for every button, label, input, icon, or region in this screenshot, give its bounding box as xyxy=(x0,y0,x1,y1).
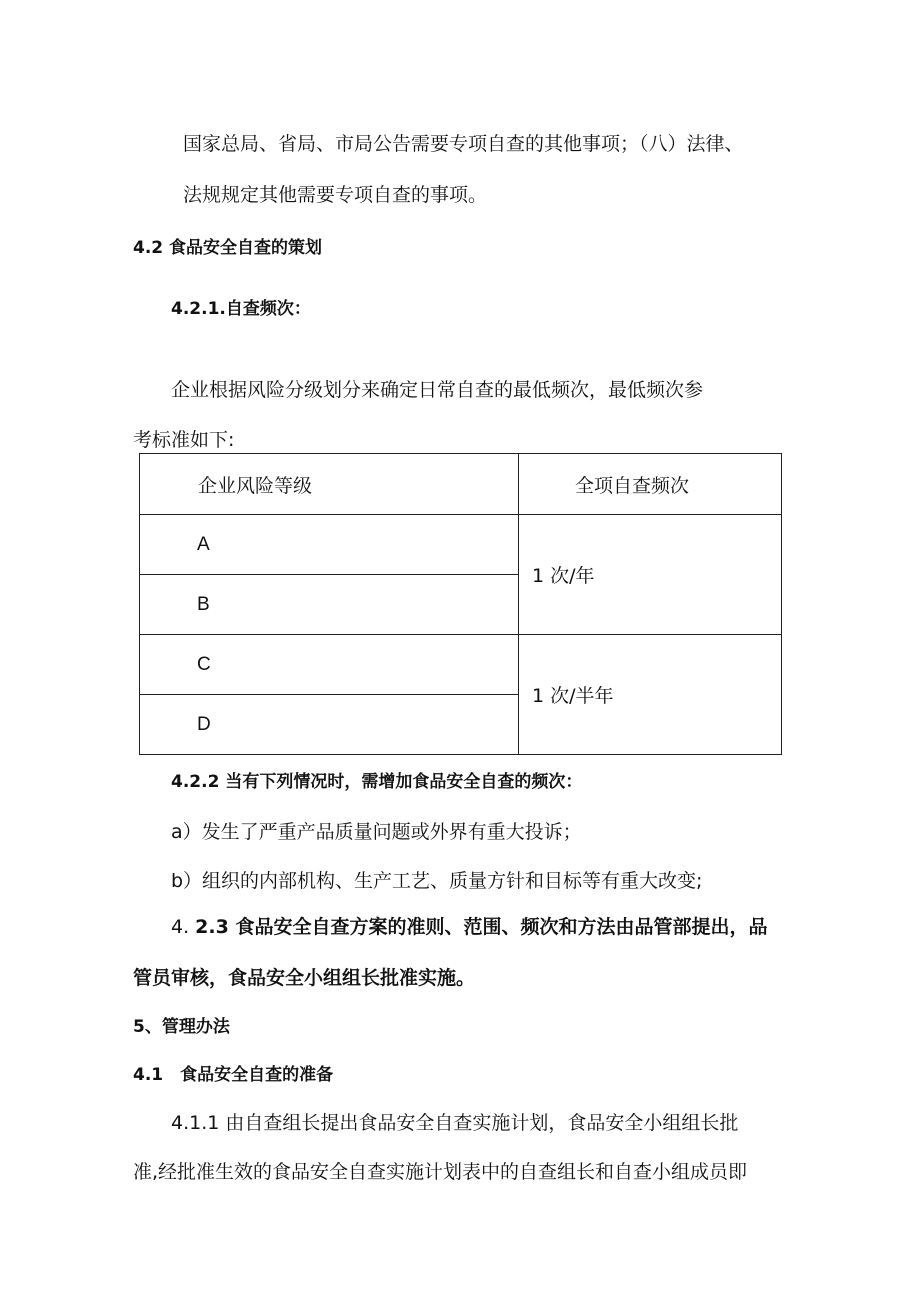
table-row xyxy=(140,635,782,695)
paragraph-line xyxy=(171,915,767,939)
table-header-frequency: 全项自查频次 xyxy=(519,454,782,515)
list-item: b）组织的内部机构、生产工艺、质量方针和目标等有重大改变; xyxy=(171,870,703,892)
subsection-heading-4-2-2: 4.2.2 当有下列情况时，需增加食品安全自查的频次： xyxy=(171,772,583,792)
table-header-row xyxy=(140,454,782,515)
frequency-cell: 1 次/半年 xyxy=(519,635,782,755)
paragraph-line: 准,经批准生效的食品安全自查实施计划表中的自查组长和自查小组成员即 xyxy=(133,1161,748,1183)
clause-number-prefix: 4. xyxy=(171,916,196,938)
paragraph-line: 4.1.1 由自查组长提出食品安全自查实施计划，食品安全小组组长批 xyxy=(171,1112,739,1134)
subsection-heading-4-2-1: 4.2.1.自查频次： xyxy=(171,299,311,319)
paragraph-line: 法规规定其他需要专项自查的事项。 xyxy=(183,184,488,206)
clause-4-2-3-text: 2.3 食品安全自查方案的准则、范围、频次和方法由品管部提出，品 xyxy=(195,916,768,938)
risk-level-cell: A xyxy=(140,515,519,575)
table-row xyxy=(140,515,782,575)
risk-level-cell: C xyxy=(140,635,519,695)
risk-level-cell: D xyxy=(140,695,519,755)
section-heading-4-1: 4.1 食品安全自查的准备 xyxy=(133,1065,334,1085)
frequency-table xyxy=(139,453,782,755)
paragraph-line: 国家总局、省局、市局公告需要专项自查的其他事项；（八）法律、 xyxy=(183,133,744,155)
risk-level-cell: B xyxy=(140,575,519,635)
paragraph-line: 管员审核，食品安全小组组长批准实施。 xyxy=(133,967,476,989)
frequency-cell: 1 次/年 xyxy=(519,515,782,635)
section-heading-4-2: 4.2 食品安全自查的策划 xyxy=(133,238,323,258)
list-item: a）发生了严重产品质量问题或外界有重大投诉； xyxy=(171,821,582,843)
section-heading-5: 5、管理办法 xyxy=(133,1017,230,1037)
paragraph-line: 考标准如下: xyxy=(133,429,235,451)
paragraph-line: 企业根据风险分级划分来确定日常自查的最低频次，最低频次参 xyxy=(171,379,704,401)
table-header-risk-level: 企业风险等级 xyxy=(140,454,519,515)
